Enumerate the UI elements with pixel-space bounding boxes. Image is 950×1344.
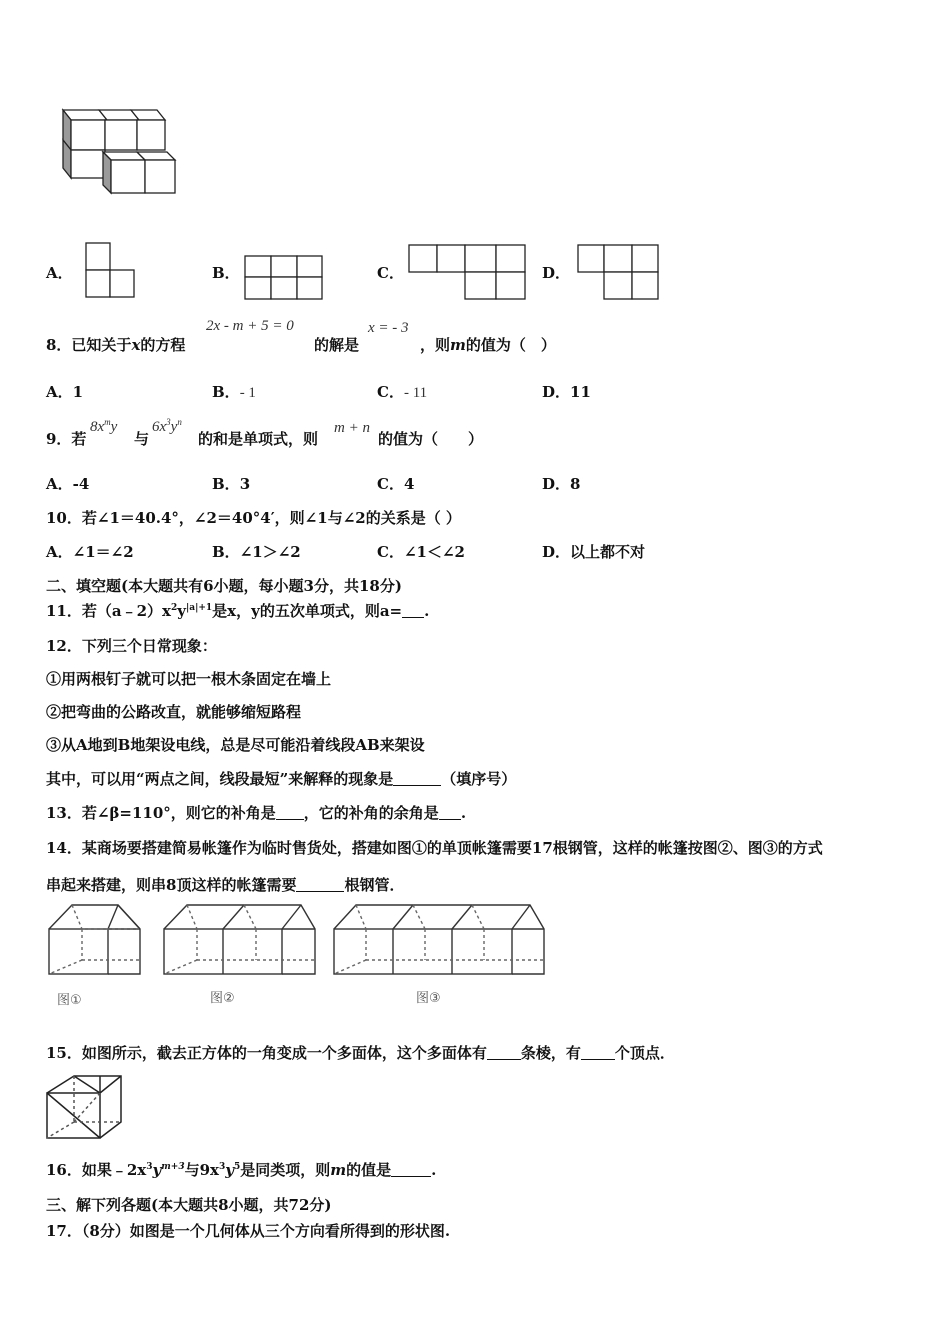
q9-expr: m + n (334, 420, 370, 436)
q11-stem: 11．若$(a﹣2)x^2y^{|a|+1}$是x，y的五次单项式，则a= . (46, 602, 430, 620)
q9-with: 与 (134, 430, 150, 448)
q8-equation: 2x - m + 5 = 0 (206, 318, 294, 334)
q10-option-b[interactable]: B．∠1＞∠2 (212, 543, 301, 561)
q9-option-a[interactable]: A．-4 (46, 475, 90, 493)
q14-caption-2: 图② (210, 991, 235, 1006)
q16-stem: 16．如果$﹣2x^3y^{m+3}$与$9x^3y^5$是同类项，则m的值是 . (46, 1161, 437, 1179)
q8-solution: x = - 3 (368, 320, 409, 336)
q8-stem-tail: ，则m的值为（ ） (420, 336, 556, 354)
q9-term2: $6x^3y^n$ (152, 417, 182, 435)
section-2-heading: 二、填空题(本大题共有6小题，每小题3分，共18分) (46, 577, 402, 595)
q8-option-c[interactable]: C．- 11 (377, 383, 428, 401)
q7-option-c-label[interactable]: C． (377, 264, 404, 282)
q13-stem: 13．若∠β=110°，则它的补角是 ，它的补角的余角是 . (46, 804, 467, 822)
q9-option-b[interactable]: B．3 (212, 475, 251, 493)
q12-question: 其中，可以用“两点之间，线段最短”来解释的现象是 （填序号） (46, 770, 517, 788)
q7-option-d-label[interactable]: D． (542, 264, 571, 282)
q15-stem: 15．如图所示，截去正方体的一角变成一个多面体，这个多面体有 条棱，有 个顶点． (46, 1044, 675, 1062)
q16-answer-blank[interactable] (391, 1162, 431, 1177)
q8-option-b[interactable]: B．- 1 (212, 383, 256, 401)
q14-line-1: 14．某商场要搭建简易帐篷作为临时售货处，搭建如图①的单顶帐篷需要17根钢管，这样的帐篷按图②、图③的方式 (46, 839, 823, 857)
q14-caption-3: 图③ (416, 991, 441, 1006)
q7-option-a-label[interactable]: A． (46, 264, 73, 282)
q10-option-a[interactable]: A．∠1＝∠2 (46, 543, 134, 561)
q8-option-a[interactable]: A．1 (46, 383, 84, 401)
q10-option-c[interactable]: C．∠1＜∠2 (377, 543, 465, 561)
q8-stem-mid: 的解是 (314, 336, 360, 354)
q14-caption-1: 图① (57, 993, 82, 1008)
q9-term1: $8x^my$ (90, 417, 118, 435)
q17-stem: 17．（8分）如图是一个几何体从三个方向看所得到的形状图. (46, 1222, 451, 1240)
q8-option-d[interactable]: D．11 (542, 383, 591, 401)
q10-stem: 10．若∠1＝40.4°，∠2＝40°4′，则∠1与∠2的关系是（ ） (46, 509, 461, 527)
q7-option-b-label[interactable]: B． (212, 264, 240, 282)
q9-stem-mid: 的和是单项式，则 (198, 430, 319, 448)
q10-option-d[interactable]: D．以上都不对 (542, 543, 646, 561)
q8-stem: 8．已知关于x的方程 (46, 336, 186, 354)
q9-stem-lead: 9．若 (46, 430, 87, 448)
q14-line-2: 串起来搭建，则串8顶这样的帐篷需要 根钢管． (46, 876, 405, 894)
section-3-heading: 三、解下列各题(本大题共8小题，共72分) (46, 1196, 332, 1214)
q12-item-3: ③从A地到B地架设电线，总是尽可能沿着线段AB来架设 (46, 736, 425, 754)
q12-title: 12．下列三个日常现象： (46, 637, 217, 655)
q9-option-c[interactable]: C．4 (377, 475, 415, 493)
q12-item-2: ②把弯曲的公路改直，就能够缩短路程 (46, 703, 302, 721)
q9-option-d[interactable]: D．8 (542, 475, 581, 493)
q9-stem-tail: 的值为（ ） (378, 430, 484, 448)
q12-item-1: ①用两根钉子就可以把一根木条固定在墙上 (46, 670, 332, 688)
